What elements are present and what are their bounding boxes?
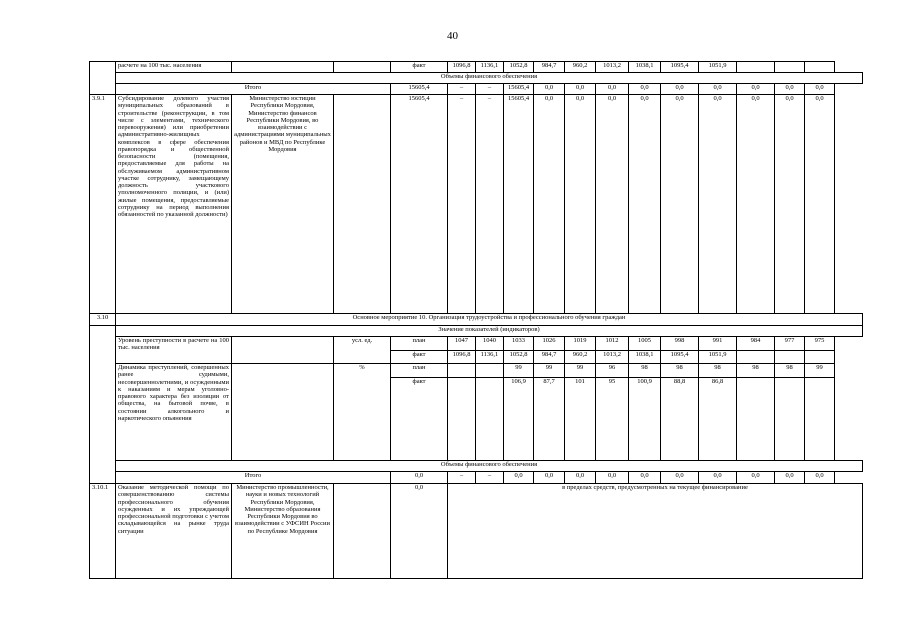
table-cell: 0,0 <box>805 472 835 484</box>
finance-header: Объемы финансового обеспечения <box>116 461 863 472</box>
executor-empty <box>232 364 334 461</box>
row-number: 3.9.1 <box>90 95 116 314</box>
table-cell: 106,9 <box>504 378 534 461</box>
table-cell: 1136,1 <box>476 62 504 73</box>
page-number: 40 <box>447 30 458 42</box>
table-cell <box>448 378 476 461</box>
row-3-10-1 <box>90 484 863 579</box>
table-cell: 1096,8 <box>448 62 476 73</box>
table-cell: 0,0 <box>596 84 629 95</box>
table-cell: 991 <box>699 337 737 351</box>
table-cell: 0,0 <box>805 95 835 314</box>
table-cell: 0,0 <box>737 95 775 314</box>
table-cell: 98 <box>737 364 775 378</box>
table-cell: 1033 <box>504 337 534 351</box>
table-cell: 87,7 <box>534 378 565 461</box>
indicator-name: Динамика преступлений, совершенных ранее судимыми, несовершеннолетними, и осужденными к наказаниям и мерам уголовно-правового характера без изоляции от общества, на бытовой почве, в состоянии алкогольного и наркотического опьянения <box>116 364 232 461</box>
table-cell <box>805 62 835 73</box>
table-cell: 1012 <box>596 337 629 351</box>
fact-label: факт <box>391 378 448 461</box>
table-cell: 15605,4 <box>391 84 448 95</box>
table-cell <box>775 351 805 364</box>
table-cell: 99 <box>565 364 596 378</box>
table-cell: 0,0 <box>775 95 805 314</box>
table-cell <box>775 62 805 73</box>
table-cell: 0,0 <box>629 472 661 484</box>
itogo-label: Итого <box>116 84 391 95</box>
table-cell: 977 <box>775 337 805 351</box>
table-cell: 1013,2 <box>596 351 629 364</box>
table-cell: 984,7 <box>534 351 565 364</box>
table-cell: 99 <box>504 364 534 378</box>
table-cell: 98 <box>629 364 661 378</box>
table-cell <box>805 378 835 461</box>
table-cell: 0,0 <box>629 84 661 95</box>
table-cell: 98 <box>699 364 737 378</box>
table-cell: 15605,4 <box>391 95 448 314</box>
table-cell: 1013,2 <box>596 62 629 73</box>
table-cell: 0,0 <box>504 472 534 484</box>
table-cell: 1095,4 <box>661 351 699 364</box>
activity-name: Оказание методической помощи по совершенствованию системы профессионального обучения осужденных и их упреждающей профессиональной подготовки с учетом складывающейся на рынке труда ситуации <box>116 484 232 579</box>
table-cell <box>775 378 805 461</box>
finance-header: Объемы финансового обеспечения <box>116 73 863 84</box>
table-cell: 1136,1 <box>476 351 504 364</box>
table-cell: – <box>476 472 504 484</box>
table-cell: 0,0 <box>699 95 737 314</box>
table-cell: 1095,4 <box>661 62 699 73</box>
row-3-9-1 <box>90 95 863 314</box>
table-cell: 1052,8 <box>504 351 534 364</box>
table-cell: 1096,8 <box>448 351 476 364</box>
table-cell: 1047 <box>448 337 476 351</box>
table-cell: 100,9 <box>629 378 661 461</box>
finance-value: 0,0 <box>391 484 448 579</box>
table-cell: – <box>448 95 476 314</box>
empty-num-cell <box>90 62 116 95</box>
program-table <box>89 61 863 579</box>
table-cell <box>805 351 835 364</box>
table-cell: 0,0 <box>661 95 699 314</box>
table-cell: – <box>448 472 476 484</box>
indicator-2-plan <box>90 364 863 378</box>
table-cell <box>737 351 775 364</box>
table-cell: 88,8 <box>661 378 699 461</box>
unit-empty <box>334 484 391 579</box>
indicators-header-row <box>90 326 863 337</box>
table-cell: 0,0 <box>596 472 629 484</box>
table-cell: 1005 <box>629 337 661 351</box>
table-cell: 984,7 <box>534 62 565 73</box>
table-cell: 975 <box>805 337 835 351</box>
indicator-name: Уровень преступности в расчете на 100 тыс. населения <box>116 337 232 364</box>
table-cell: 0,0 <box>391 472 448 484</box>
table-cell: 1051,9 <box>699 62 737 73</box>
table-cell: 96 <box>596 364 629 378</box>
unit-empty <box>334 95 391 314</box>
table-cell: 0,0 <box>565 95 596 314</box>
table-cell: 0,0 <box>534 84 565 95</box>
table-cell <box>737 378 775 461</box>
table-cell: 0,0 <box>699 84 737 95</box>
indicator-label: расчете на 100 тыс. населения <box>116 62 232 73</box>
table-cell: 984 <box>737 337 775 351</box>
top-fact-row <box>90 62 863 73</box>
table-cell: 0,0 <box>699 472 737 484</box>
indicators-header: Значение показателей (индикаторов) <box>116 326 863 337</box>
finance-header-row <box>90 461 863 472</box>
table-cell: 1019 <box>565 337 596 351</box>
itogo-row <box>90 84 863 95</box>
unit-label: усл. ед. <box>334 337 391 364</box>
table-cell: – <box>476 95 504 314</box>
table-cell: 0,0 <box>775 84 805 95</box>
table-cell: 0,0 <box>661 472 699 484</box>
table-cell: 0,0 <box>661 84 699 95</box>
table-cell: 98 <box>775 364 805 378</box>
table-cell: 1038,1 <box>629 62 661 73</box>
plan-label: план <box>391 364 448 378</box>
unit-empty <box>334 62 391 73</box>
table-cell: 998 <box>661 337 699 351</box>
table-cell: 0,0 <box>805 84 835 95</box>
fact-label: факт <box>391 351 448 364</box>
row-number: 3.10 <box>90 314 116 326</box>
table-cell: 960,2 <box>565 62 596 73</box>
table-cell: 0,0 <box>737 84 775 95</box>
itogo-row <box>90 472 863 484</box>
type-label: факт <box>391 62 448 73</box>
finance-header-row <box>90 73 863 84</box>
activity-name: Субсидирование долевого участия муниципальных образований в строительстве (реконструкции, в том числе с элементами, технического перевооружения) или приобретении административно-жилищных комплексов в сфере обеспечения правопорядка и общественной безопасности (помещения, предоставляемые для работы на обслуживаемом административном участке сотруднику, замещающему должность участкового уполномоченного полиции, и (или) жилые помещения, предоставляемые сотруднику на период выполнения обязанностей по указанной должности) <box>116 95 232 314</box>
empty-num-cell <box>90 326 116 484</box>
table-cell: 86,8 <box>699 378 737 461</box>
table-cell: 99 <box>534 364 565 378</box>
table-cell: 101 <box>565 378 596 461</box>
executor: Министерство юстиции Республики Мордовия, Министерство финансов Республики Мордовия, во взаимодействии с администрациями муниципальных районов и МВД по Республике Мордовия <box>232 95 334 314</box>
table-cell: 0,0 <box>596 95 629 314</box>
table-cell <box>476 364 504 378</box>
table-cell: 0,0 <box>534 472 565 484</box>
table-cell: 15605,4 <box>504 84 534 95</box>
unit-label: % <box>334 364 391 461</box>
table-cell: 15605,4 <box>504 95 534 314</box>
table-cell: 1038,1 <box>629 351 661 364</box>
table-cell <box>737 62 775 73</box>
table-cell: 1052,8 <box>504 62 534 73</box>
table-cell: 95 <box>596 378 629 461</box>
table-cell: 0,0 <box>629 95 661 314</box>
main-activity-title: Основное мероприятие 10. Организация трудоустройства и профессионального обучения граждан <box>116 314 863 326</box>
table-cell <box>476 378 504 461</box>
table-cell: 99 <box>805 364 835 378</box>
table-cell <box>448 364 476 378</box>
executor-empty <box>232 337 334 364</box>
indicator-1-plan <box>90 337 863 351</box>
table-cell: 0,0 <box>534 95 565 314</box>
itogo-label: Итого <box>116 472 391 484</box>
table-cell: 0,0 <box>775 472 805 484</box>
table-cell: 0,0 <box>565 84 596 95</box>
executor-empty <box>232 62 334 73</box>
table-cell: 960,2 <box>565 351 596 364</box>
plan-label: план <box>391 337 448 351</box>
row-number: 3.10.1 <box>90 484 116 579</box>
table-cell: 1026 <box>534 337 565 351</box>
table-cell: 1051,9 <box>699 351 737 364</box>
row-3-10-title <box>90 314 863 326</box>
executor: Министерство промышленности, науки и новых технологий Республики Мордовия, Министерство образования Республики Мордовия во взаимодействии с УФСИН России по Республике Мордовия <box>232 484 334 579</box>
table-cell: – <box>476 84 504 95</box>
table-cell: 0,0 <box>737 472 775 484</box>
finance-note: в пределах средств, предусмотренных на текущее финансирование <box>448 484 863 579</box>
table-cell: 1040 <box>476 337 504 351</box>
table-cell: 98 <box>661 364 699 378</box>
table-cell: – <box>448 84 476 95</box>
table-cell: 0,0 <box>565 472 596 484</box>
